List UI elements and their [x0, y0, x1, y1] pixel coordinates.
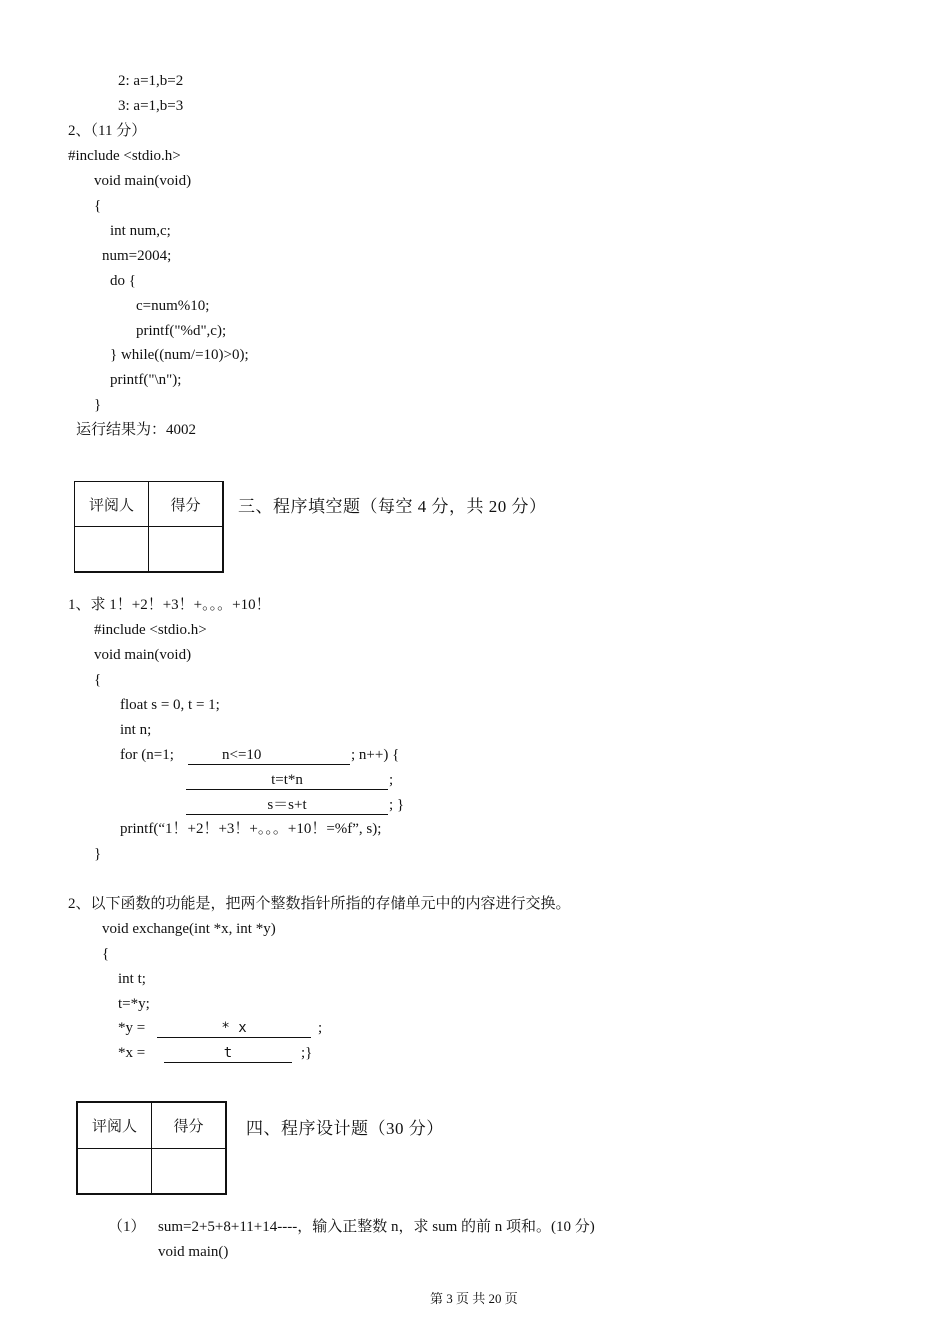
code-line: #include <stdio.h>: [68, 148, 181, 164]
code-line: int t;: [118, 971, 146, 987]
code-line: printf(“1！+2！+3！+。。。+10！=%f”, s);: [120, 821, 382, 837]
code-line: for (n=1;: [120, 747, 174, 763]
code-line: ;}: [301, 1045, 313, 1061]
answer-blank-1[interactable]: [188, 746, 350, 765]
output-line-2: 2: a=1,b=2: [118, 73, 184, 89]
score-cell: [152, 1148, 227, 1194]
code-line: *x =: [118, 1045, 146, 1061]
code-line: ;: [389, 772, 394, 788]
fill-question-1-heading: 1、求 1！+2！+3！+。。。+10！: [68, 597, 271, 613]
code-line: }: [94, 846, 102, 862]
reviewer-cell: [75, 527, 149, 572]
answer-blank-5[interactable]: [164, 1044, 292, 1063]
code-line: void main(void): [94, 647, 192, 663]
code-line: num=2004;: [102, 248, 172, 264]
code-line: printf("\n");: [110, 372, 182, 388]
code-line: }: [94, 397, 102, 413]
code-line: #include <stdio.h>: [94, 622, 207, 638]
section-4-title: 四、程序设计题（30 分）: [246, 1119, 444, 1138]
reviewer-label: 评阅人: [75, 482, 149, 527]
answer-text: n<=10: [222, 747, 262, 763]
code-line: void main(void): [94, 173, 192, 189]
code-line: void exchange(int *x, int *y): [102, 921, 276, 937]
answer-blank-4[interactable]: [157, 1019, 311, 1038]
code-line: float s = 0, t = 1;: [120, 697, 220, 713]
design-question-text: sum=2+5+8+11+14----，输入正整数 n，求 sum 的前 n 项和。(10 分): [158, 1219, 595, 1235]
code-line: ;: [318, 1020, 323, 1036]
code-line: {: [94, 672, 102, 688]
section-3-title: 三、程序填空题（每空 4 分，共 20 分）: [238, 497, 547, 516]
score-table-section-3: [74, 481, 224, 573]
code-line: } while((num/=10)>0);: [110, 347, 249, 363]
page-footer: 第 3 页 共 20 页: [430, 1291, 518, 1306]
score-label: 得分: [152, 1102, 227, 1148]
code-line: do {: [110, 273, 136, 289]
answer-text: s＝s+t: [267, 797, 307, 813]
score-table-section-4: [76, 1101, 227, 1195]
score-label: 得分: [149, 482, 224, 527]
code-line: t=*y;: [118, 996, 150, 1012]
code-line: ; }: [389, 797, 405, 813]
code-line: *y =: [118, 1020, 146, 1036]
design-question-number: （1）: [108, 1219, 146, 1235]
code-line: c=num%10;: [136, 298, 210, 314]
code-line: int n;: [120, 722, 152, 738]
reviewer-label: 评阅人: [77, 1102, 152, 1148]
code-line: {: [94, 198, 102, 214]
fill-question-2-heading: 2、以下函数的功能是，把两个整数指针所指的存储单元中的内容进行交换。: [68, 896, 571, 912]
answer-text: * x: [221, 1020, 247, 1036]
output-line-3: 3: a=1,b=3: [118, 98, 184, 114]
code-line: printf("%d",c);: [136, 323, 227, 339]
answer-text: t=t*n: [271, 772, 303, 788]
answer-blank-3[interactable]: [186, 796, 388, 815]
code-line: ; n++) {: [351, 747, 400, 763]
code-line: int num,c;: [110, 223, 171, 239]
code-line: {: [102, 946, 110, 962]
answer-text: t: [223, 1045, 233, 1061]
question-2-heading: 2、（11 分）: [68, 123, 147, 139]
run-result: 运行结果为：4002: [76, 422, 197, 438]
reviewer-cell: [77, 1148, 152, 1194]
answer-blank-2[interactable]: [186, 771, 388, 790]
code-line: void main(): [158, 1244, 229, 1260]
score-cell: [149, 527, 224, 572]
